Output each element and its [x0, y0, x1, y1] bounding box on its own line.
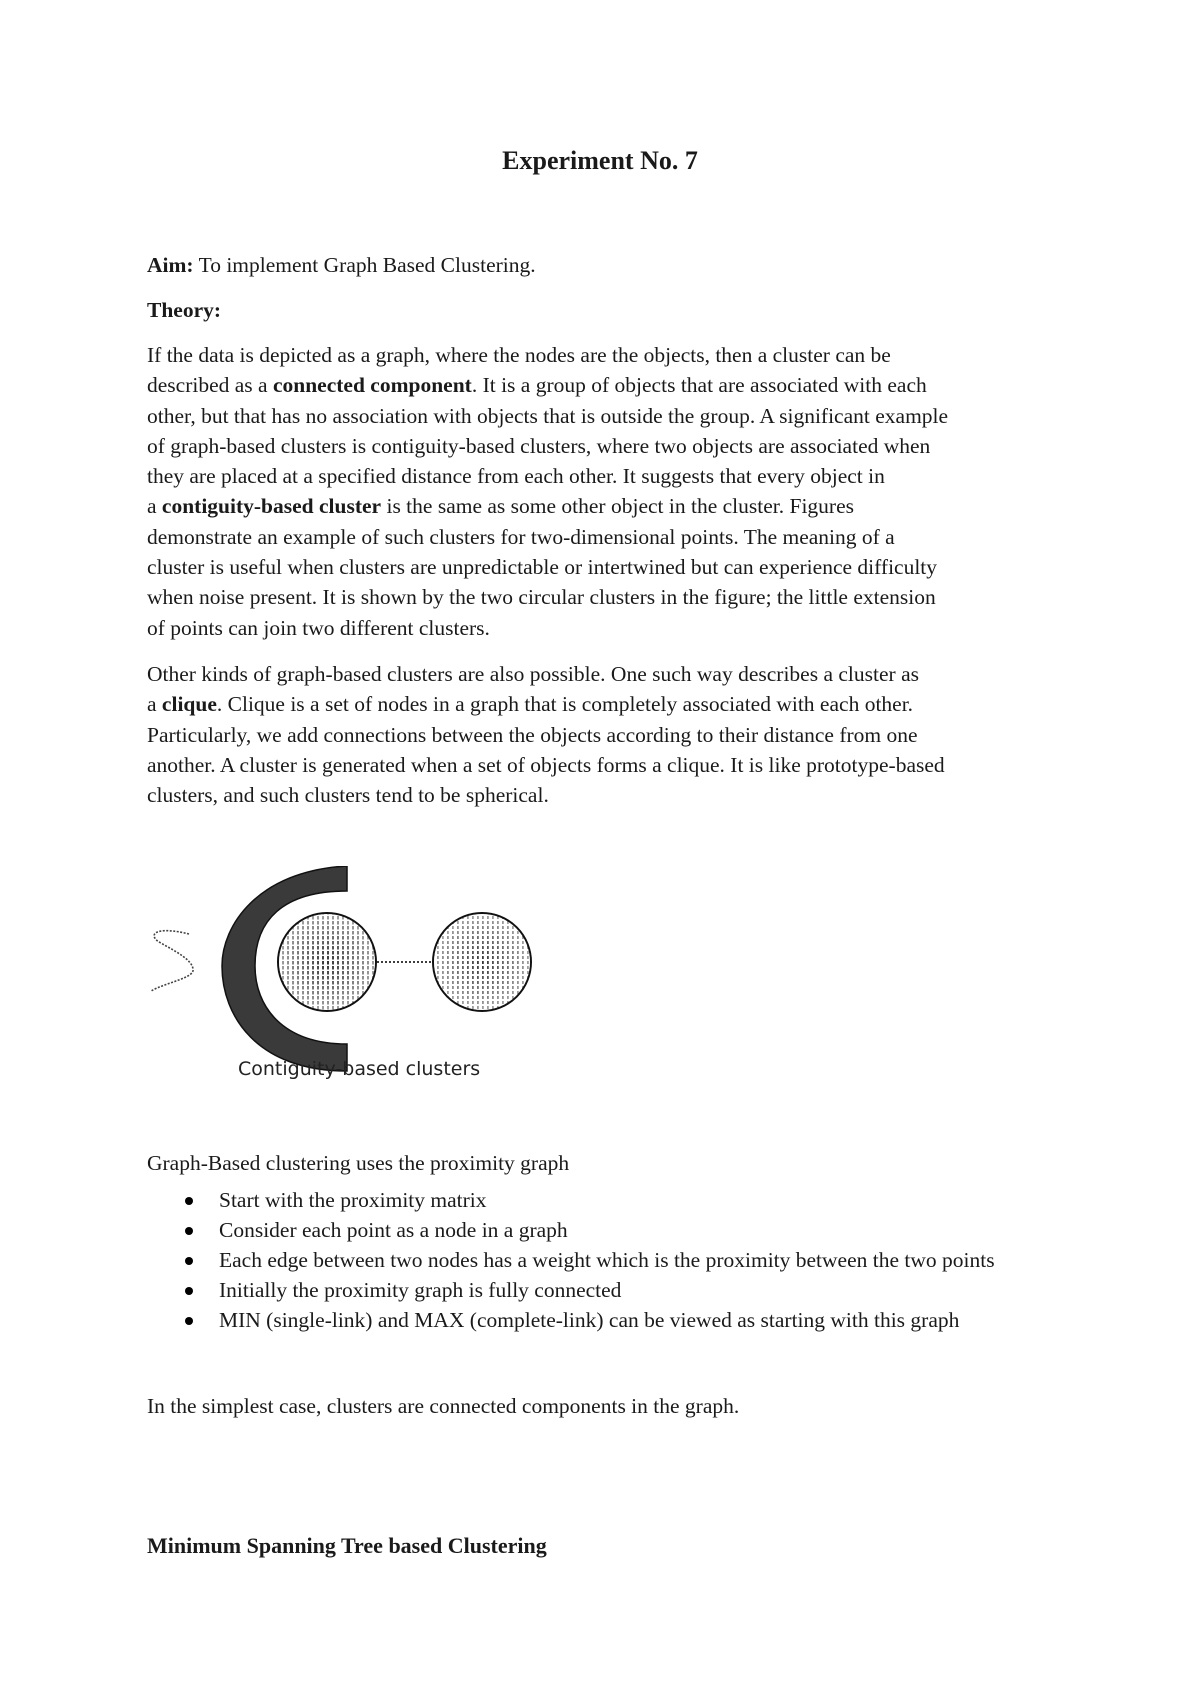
proximity-graph-intro: Graph-Based clustering uses the proximity graph [147, 1151, 570, 1175]
paragraph-line [147, 780, 945, 810]
list-item [147, 1275, 1179, 1305]
text-run: clusters, and such clusters tend to be spherical. [147, 783, 549, 808]
paragraph-line [147, 401, 948, 431]
paragraph-line [147, 461, 948, 491]
paragraph-line [147, 340, 948, 370]
bullet-icon [185, 1287, 193, 1295]
aim-text: To implement Graph Based Clustering. [193, 253, 536, 277]
simplest-case-line: In the simplest case, clusters are connected components in the graph. [147, 1394, 740, 1418]
text-run: a [147, 494, 162, 519]
paragraph-line [147, 552, 948, 582]
list-item [147, 1215, 1179, 1245]
bullet-icon [185, 1197, 193, 1205]
text-run: . Clique is a set of nodes in a graph that is completely associated with each other. [216, 692, 914, 717]
text-run: of points can join two different clusters. [147, 615, 490, 640]
text-run: is the same as some other object in the cluster. Figures [381, 494, 854, 519]
text-run: . It is a group of objects that are associated with each [471, 373, 927, 398]
text-run: other, but that has no association with objects that is outside the group. A significant example [147, 403, 949, 428]
paragraph-line [147, 491, 948, 521]
list-item-text: MIN (single-link) and MAX (complete-link) can be viewed as starting with this graph [219, 1308, 960, 1332]
bullet-icon [185, 1257, 193, 1265]
text-run: cluster is useful when clusters are unpredictable or intertwined but can experience difficulty [147, 555, 938, 580]
list-item-text: Start with the proximity matrix [219, 1188, 487, 1212]
bold-term: clique [161, 692, 217, 717]
text-run: of graph-based clusters is contiguity-based clusters, where two objects are associated when [147, 433, 931, 458]
bold-term: connected component [272, 373, 472, 398]
text-run: demonstrate an example of such clusters for two-dimensional points. The meaning of a [147, 524, 895, 549]
text-run: Other kinds of graph-based clusters are also possible. One such way describes a cluster as [147, 662, 919, 686]
theory-paragraph-2 [147, 659, 945, 810]
text-run: a [147, 692, 162, 717]
paragraph-line [147, 582, 948, 612]
paragraph-line [147, 370, 948, 400]
text-run: when noise present. It is shown by the two circular clusters in the figure; the little extension [147, 585, 936, 610]
paragraph-line [147, 431, 948, 461]
list-item-text: Each edge between two nodes has a weight which is the proximity between the two points [219, 1248, 995, 1272]
list-item [147, 1305, 1179, 1335]
page-title: Experiment No. 7 [502, 146, 698, 175]
text-run: they are placed at a specified distance from each other. It suggests that every object in [147, 464, 885, 489]
bullet-icon [185, 1317, 193, 1325]
aim-label: Aim: [147, 253, 194, 277]
text-run: If the data is depicted as a graph, where the nodes are the objects, then a cluster can be [147, 343, 891, 367]
paragraph-line [147, 720, 945, 750]
text-run: Particularly, we add connections between the objects according to their distance from one [147, 722, 918, 747]
theory-paragraph-1 [147, 340, 948, 643]
bullet-list [147, 1185, 1179, 1335]
bold-term: contiguity-based cluster [161, 494, 382, 519]
list-item [147, 1185, 1179, 1215]
noise-points-squiggle [151, 931, 193, 991]
aim-line [147, 250, 536, 280]
paragraph-line [147, 613, 948, 643]
paragraph-line [147, 689, 945, 719]
bullet-icon [185, 1227, 193, 1235]
list-item-text: Initially the proximity graph is fully connected [219, 1278, 622, 1302]
paragraph-line [147, 750, 945, 780]
text-run: another. A cluster is generated when a set of objects forms a clique. It is like prototype-based [147, 752, 945, 777]
list-item-text: Consider each point as a node in a graph [219, 1218, 568, 1242]
section-heading-mst: Minimum Spanning Tree based Clustering [147, 1533, 547, 1558]
text-run: described as a [147, 373, 273, 398]
paragraph-line [147, 522, 948, 552]
theory-heading: Theory: [147, 298, 222, 322]
list-item [147, 1245, 1179, 1275]
figure-caption: Contiguity-based clusters [238, 1058, 481, 1080]
paragraph-line [147, 659, 945, 689]
